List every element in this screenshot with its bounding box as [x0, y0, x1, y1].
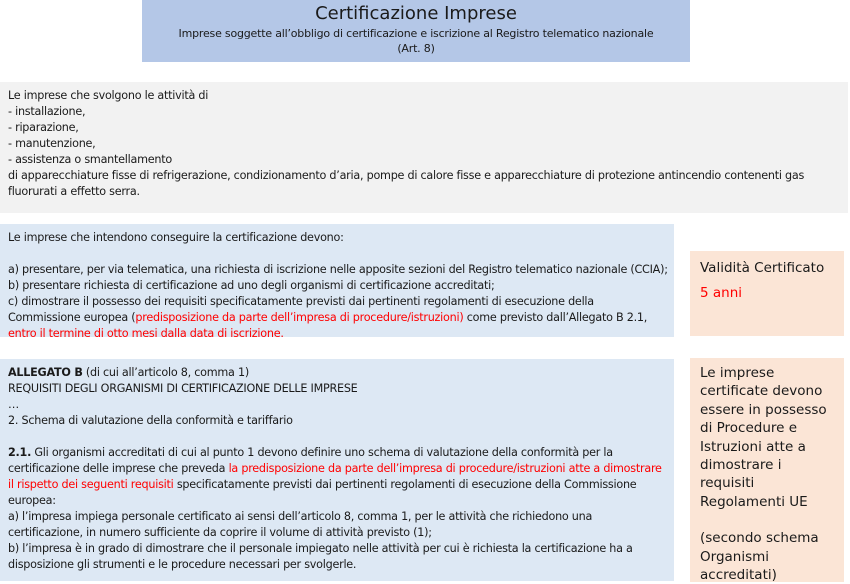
annex-paragraph-highlight: la predisposizione da parte dell’impresa di procedure/istruzioni atte a dimostrare il rispetto dei seguenti requisiti: [8, 462, 662, 491]
annex-paragraph-number: 2.1.: [8, 446, 32, 459]
annex-paragraph: [8, 445, 666, 509]
requirements-box: [0, 224, 674, 340]
requirement-c-deadline: entro il termine di otto mesi dalla data di iscrizione.: [8, 327, 284, 340]
annex-paragraph-text: Gli organismi accreditati di cui al punto 1 devono definire uno schema di valutazione della conformità per la certificazione delle imprese che preveda: [8, 446, 613, 475]
note-box: [690, 358, 844, 582]
annex-box: [0, 359, 674, 581]
annex-section: 2. Schema di valutazione della conformità e tariffario: [8, 414, 293, 427]
annex-title-bold: ALLEGATO B: [8, 366, 83, 379]
annex-ellipsis: …: [8, 398, 19, 411]
validity-box: [690, 251, 844, 336]
annex-title: [8, 365, 666, 381]
page-title: Certificazione Imprese: [315, 3, 517, 24]
subtitle-line2: (Art. 8): [397, 42, 435, 55]
activity-item: - installazione,: [8, 105, 86, 118]
annex-paragraph-text-2: specificatamente previsti dai pertinenti regolamenti di esecuzione della Commissione europea:: [8, 478, 637, 507]
activity-item: - manutenzione,: [8, 137, 96, 150]
note-sub: (secondo schema Organismi accreditati): [700, 530, 819, 584]
annex-title-rest: (di cui all’articolo 8, comma 1): [82, 366, 249, 379]
subtitle-line1: Imprese soggette all’obbligo di certificazione e iscrizione al Registro telematico nazionale: [178, 27, 654, 40]
requirement-c: [8, 294, 666, 342]
requirements-intro: Le imprese che intendono conseguire la certificazione devono:: [8, 231, 344, 244]
validity-label: Validità Certificato: [700, 260, 825, 276]
title-banner: [142, 0, 690, 62]
validity-value: 5 anni: [700, 285, 743, 301]
requirement-c-text: c) dimostrare il possesso dei requisiti specificatamente previsti dai pertinenti regolamenti di esecuzione della Commissione europea (: [8, 295, 594, 324]
activity-item: - riparazione,: [8, 121, 79, 134]
activity-item: - assistenza o smantellamento: [8, 153, 172, 166]
requirement-b: b) presentare richiesta di certificazione ad uno degli organismi di certificazione accreditati;: [8, 279, 495, 292]
annex-item-a: a) l’impresa impiega personale certificato ai sensi dell’articolo 8, comma 1, per le attività che richiedono una certificazione, in numero sufficiente da coprire il volume di attività previsto (1);: [8, 510, 593, 539]
requirement-c-highlight: predisposizione da parte dell’impresa di procedure/istruzioni): [135, 311, 464, 324]
annex-item-b: b) l’impresa è in grado di dimostrare che il personale impiegato nelle attività per cui è richiesta la certificazione ha a disposizione gli strumenti e le procedure necessari per svolgerle.: [8, 542, 633, 571]
note-text: Le imprese certificate devono essere in possesso di Procedure e Istruzioni atte a dimostrare i requisiti Regolamenti UE: [700, 365, 827, 510]
requirement-a: a) presentare, per via telematica, una richiesta di iscrizione nelle apposite sezioni del Registro telematico nazionale (CCIA);: [8, 263, 668, 276]
activities-box: [0, 82, 848, 213]
activities-conclusion: di apparecchiature fisse di refrigerazione, condizionamento d’aria, pompe di calore fisse e apparecchiature di protezione antincendio contenenti gas fluorurati a effetto serra.: [8, 169, 805, 198]
annex-heading: REQUISITI DEGLI ORGANISMI DI CERTIFICAZIONE DELLE IMPRESE: [8, 382, 358, 395]
requirement-c-text-2: come previsto dall’Allegato B 2.1,: [463, 311, 648, 324]
activities-intro: Le imprese che svolgono le attività di: [8, 89, 209, 102]
